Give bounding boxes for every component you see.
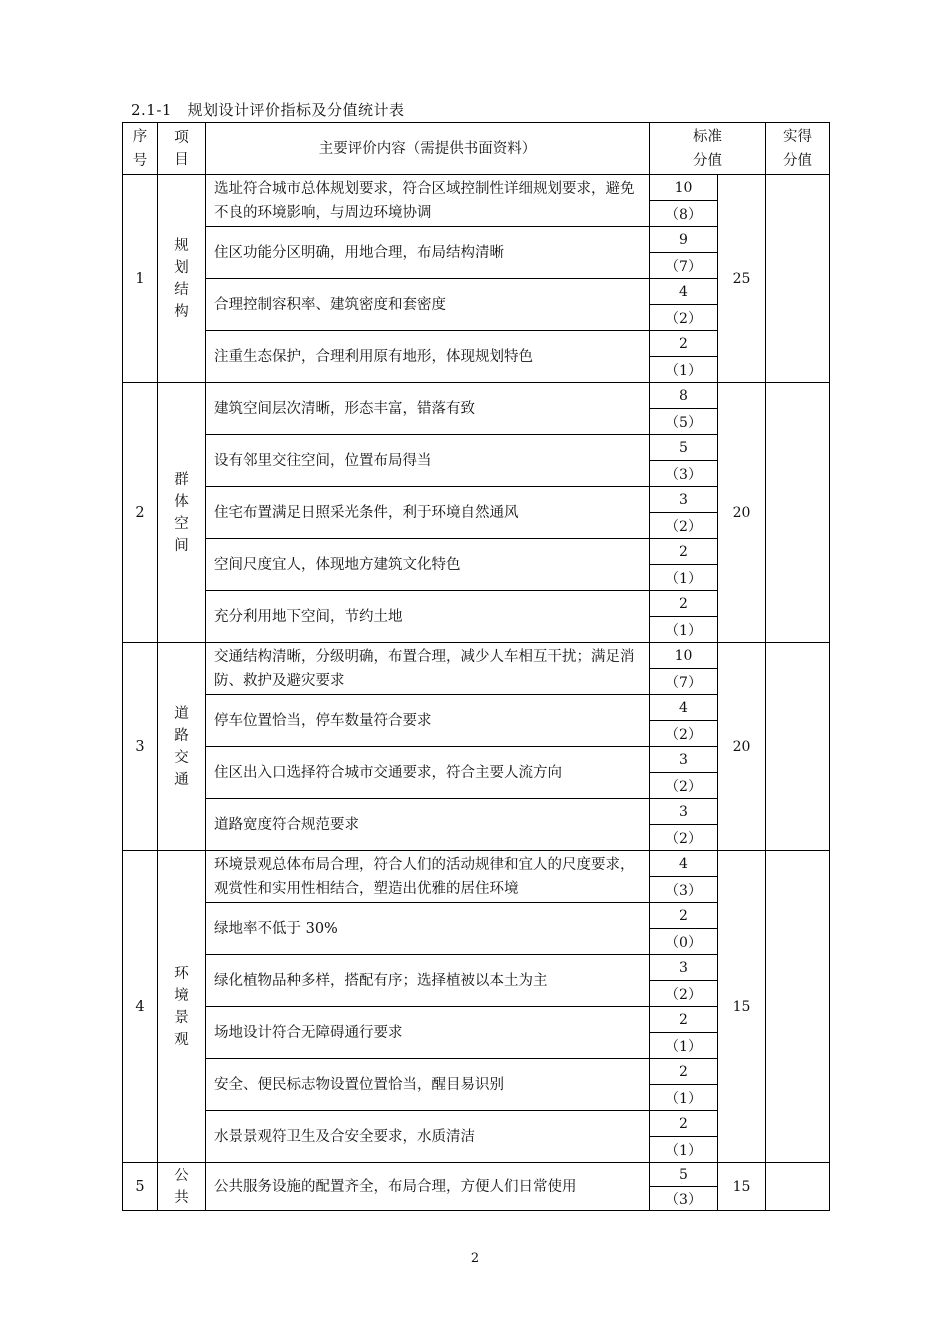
category-label — [158, 643, 206, 851]
standard-score: 4 — [650, 279, 718, 305]
standard-score: 5 — [650, 435, 718, 461]
minimum-score: （2） — [650, 513, 718, 539]
criterion-text: 水景景观符卫生及合安全要求，水质清洁 — [206, 1111, 650, 1163]
criterion-text: 交通结构清晰，分级明确，布置合理，减少人车相互干扰；满足消防、救护及避灾要求 — [206, 643, 650, 695]
category-label — [158, 1163, 206, 1211]
table-row — [123, 383, 830, 409]
category-char: 群 — [174, 471, 189, 488]
standard-score: 3 — [650, 799, 718, 825]
criterion-text: 住宅布置满足日照采光条件，利于环境自然通风 — [206, 487, 650, 539]
row-number: 1 — [123, 175, 158, 383]
row-number: 5 — [123, 1163, 158, 1211]
category-char: 体 — [174, 493, 189, 510]
criterion-text: 绿化植物品种多样，搭配有序；选择植被以本土为主 — [206, 955, 650, 1007]
row-number: 2 — [123, 383, 158, 643]
minimum-score: （2） — [650, 981, 718, 1007]
category-char: 划 — [174, 259, 189, 276]
criterion-text: 环境景观总体布局合理，符合人们的活动规律和宜人的尺度要求，观赏性和实用性相结合，塑造出优雅的居住环境 — [206, 851, 650, 903]
criterion-text: 住区出入口选择符合城市交通要求，符合主要人流方向 — [206, 747, 650, 799]
criterion-text: 充分利用地下空间，节约土地 — [206, 591, 650, 643]
group-total-score: 20 — [718, 643, 766, 851]
category-char: 境 — [174, 987, 189, 1004]
standard-score: 2 — [650, 1059, 718, 1085]
table-caption: 2.1-1 规划设计评价指标及分值统计表 — [131, 101, 405, 119]
category-char: 公 — [174, 1167, 189, 1184]
group-total-score: 15 — [718, 1163, 766, 1211]
category-char: 规 — [174, 237, 189, 254]
minimum-score: （1） — [650, 565, 718, 591]
actual-score-cell — [766, 643, 830, 851]
standard-score: 2 — [650, 1111, 718, 1137]
table-row — [123, 175, 830, 201]
minimum-score: （2） — [650, 721, 718, 747]
standard-score: 8 — [650, 383, 718, 409]
table-row — [123, 643, 830, 669]
criterion-text: 绿地率不低于 30% — [206, 903, 650, 955]
minimum-score: （2） — [650, 825, 718, 851]
actual-score-cell — [766, 383, 830, 643]
evaluation-table — [122, 122, 830, 1211]
minimum-score: （3） — [650, 877, 718, 903]
criterion-text: 住区功能分区明确，用地合理，布局结构清晰 — [206, 227, 650, 279]
minimum-score: （1） — [650, 1137, 718, 1163]
standard-score: 3 — [650, 955, 718, 981]
criterion-text: 建筑空间层次清晰，形态丰富，错落有致 — [206, 383, 650, 435]
minimum-score: （1） — [650, 1033, 718, 1059]
row-number: 4 — [123, 851, 158, 1163]
standard-score: 2 — [650, 591, 718, 617]
category-label — [158, 851, 206, 1163]
standard-score: 9 — [650, 227, 718, 253]
header-content: 主要评价内容（需提供书面资料） — [206, 123, 650, 175]
minimum-score: （8） — [650, 201, 718, 227]
criterion-text: 设有邻里交往空间，位置布局得当 — [206, 435, 650, 487]
criterion-text: 场地设计符合无障碍通行要求 — [206, 1007, 650, 1059]
category-char: 景 — [174, 1009, 189, 1026]
category-char: 交 — [174, 749, 189, 766]
category-char: 通 — [174, 771, 189, 788]
group-total-score: 15 — [718, 851, 766, 1163]
criterion-text: 停车位置恰当，停车数量符合要求 — [206, 695, 650, 747]
minimum-score: （2） — [650, 773, 718, 799]
category-char: 间 — [174, 537, 189, 554]
category-char: 结 — [174, 281, 189, 298]
standard-score: 4 — [650, 851, 718, 877]
standard-score: 2 — [650, 1007, 718, 1033]
header-seq: 序 号 — [123, 123, 158, 175]
standard-score: 2 — [650, 539, 718, 565]
group-total-score: 20 — [718, 383, 766, 643]
minimum-score: （3） — [650, 1187, 718, 1211]
standard-score: 10 — [650, 175, 718, 201]
group-total-score: 25 — [718, 175, 766, 383]
minimum-score: （2） — [650, 305, 718, 331]
standard-score: 3 — [650, 747, 718, 773]
category-label — [158, 383, 206, 643]
criterion-text: 选址符合城市总体规划要求，符合区域控制性详细规划要求，避免不良的环境影响，与周边环境协调 — [206, 175, 650, 227]
actual-score-cell — [766, 851, 830, 1163]
category-char: 环 — [174, 965, 189, 982]
criterion-text: 注重生态保护，合理利用原有地形，体现规划特色 — [206, 331, 650, 383]
criterion-text: 合理控制容积率、建筑密度和套密度 — [206, 279, 650, 331]
minimum-score: （5） — [650, 409, 718, 435]
standard-score: 5 — [650, 1163, 718, 1187]
minimum-score: （0） — [650, 929, 718, 955]
category-label — [158, 175, 206, 383]
standard-score: 10 — [650, 643, 718, 669]
category-char: 观 — [174, 1031, 189, 1048]
table-row — [123, 1163, 830, 1187]
actual-score-cell — [766, 175, 830, 383]
criterion-text: 公共服务设施的配置齐全，布局合理，方便人们日常使用 — [206, 1163, 650, 1211]
row-number: 3 — [123, 643, 158, 851]
minimum-score: （7） — [650, 253, 718, 279]
criterion-text: 道路宽度符合规范要求 — [206, 799, 650, 851]
criterion-text: 空间尺度宜人，体现地方建筑文化特色 — [206, 539, 650, 591]
category-char: 共 — [174, 1189, 189, 1206]
criterion-text: 安全、便民标志物设置位置恰当，醒目易识别 — [206, 1059, 650, 1111]
minimum-score: （1） — [650, 1085, 718, 1111]
standard-score: 4 — [650, 695, 718, 721]
page-number: 2 — [470, 1251, 480, 1266]
category-char: 路 — [174, 727, 189, 744]
standard-score: 2 — [650, 331, 718, 357]
actual-score-cell — [766, 1163, 830, 1211]
category-char: 构 — [174, 303, 189, 320]
header-standard-score: 标准 分值 — [650, 123, 766, 175]
standard-score: 2 — [650, 903, 718, 929]
minimum-score: （3） — [650, 461, 718, 487]
header-actual-score: 实得 分值 — [766, 123, 830, 175]
header-row — [123, 123, 830, 175]
table-row — [123, 851, 830, 877]
minimum-score: （1） — [650, 617, 718, 643]
minimum-score: （7） — [650, 669, 718, 695]
standard-score: 3 — [650, 487, 718, 513]
category-char: 空 — [174, 515, 189, 532]
minimum-score: （1） — [650, 357, 718, 383]
header-item: 项 目 — [158, 123, 206, 175]
category-char: 道 — [174, 705, 189, 722]
